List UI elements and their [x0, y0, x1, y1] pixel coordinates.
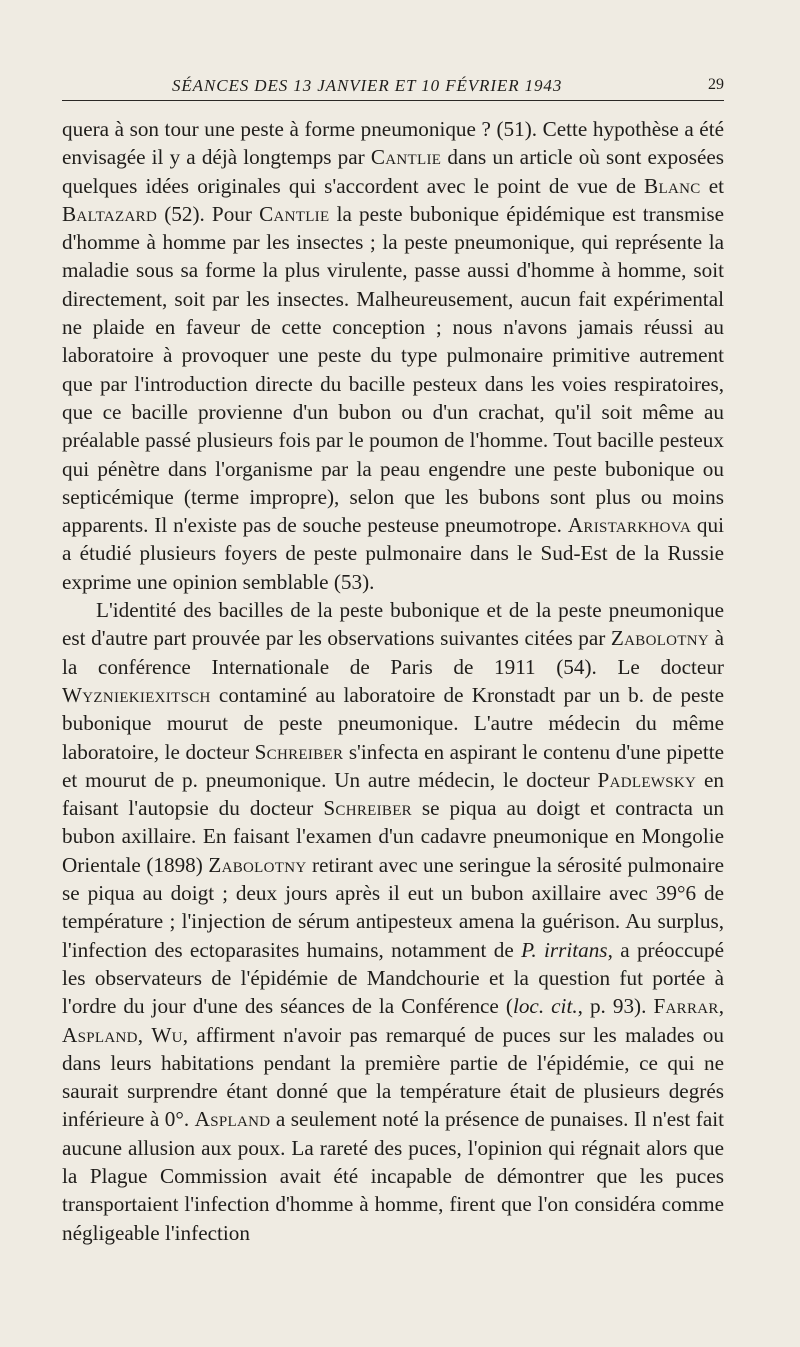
author-name: Cantlie — [370, 145, 442, 170]
text-run: et — [700, 173, 724, 198]
text-run: , — [137, 1022, 152, 1047]
author-name: Aspland — [194, 1107, 271, 1132]
text-run: quera à son tour une peste à forme pneumonique ? (51). Cette hypothèse a été envisagée il y a déjà longtemps par — [62, 117, 724, 170]
text-run: qui a étudié plusieurs foyers de peste pulmonaire dans le Sud-Est de la Russie exprime une opinion semblable (53). — [62, 513, 724, 594]
author-name: Aspland — [62, 1022, 138, 1047]
italic-citation: loc. cit. — [512, 994, 578, 1019]
text-run: s'infecta en aspirant le contenu d'une pipette et mourut de p. pneumonique. Un autre médecin, le docteur — [62, 739, 724, 792]
author-name: Baltazard — [62, 201, 158, 226]
author-name: Schreiber — [323, 796, 412, 821]
author-name: Wyzniekiexitsch — [62, 682, 211, 707]
text-run: (52). Pour — [157, 201, 260, 226]
text-run: dans un article où sont exposées quelques idées originales qui s'accordent avec le point de vue de — [62, 145, 724, 198]
paragraph-1 — [62, 115, 724, 596]
running-header — [62, 76, 724, 101]
author-name: Padlewsky — [597, 767, 697, 792]
header-title: SÉANCES DES 13 JANVIER ET 10 FÉVRIER 1943 — [172, 76, 563, 95]
text-run: se piqua au doigt et contracta un bubon axillaire. En faisant l'examen d'un cadavre pneumonique en Mongolie Orientale (1898) — [62, 796, 724, 877]
text-run: à la conférence Internationale de Paris de 1911 (54). Le docteur — [62, 626, 724, 679]
page-number: 29 — [708, 76, 724, 93]
author-name: Zabolotny — [208, 852, 307, 877]
author-name: Blanc — [644, 173, 701, 198]
text-run: contaminé au laboratoire de Kronstadt par un b. de peste bubonique mourut de peste pneumonique. L'autre médecin du même laboratoire, le docteur — [62, 682, 724, 764]
paragraph-2 — [62, 596, 724, 1247]
text-run: la peste bubonique épidémique est transmise d'homme à homme par les insectes ; la peste pneumonique, qui représente la maladie sous sa forme la plus virulente, passe aussi d'homme à homme, soit directement, soit par les insectes. Malheureusement, aucun fait expérimental ne plaide en faveur de cette conception ; nous n'avons jamais réussi au laboratoire à provoquer une peste du type pulmonaire primitive autrement que par l'introduction directe du bacille pesteux dans les voies respiratoires, que ce bacille provienne d'un bubon ou d'un crachat, qu'il soit même au préalable passé plusieurs fois par le poumon de l'homme. Tout bacille pesteux qui pénètre dans l'organisme par la peau engendre une peste bubonique ou septicémique (terme impropre), selon que les bubons sont plus ou moins apparents. Il n'existe pas de souche pesteuse pneumotrope. — [62, 201, 725, 538]
text-run: , affirment n'avoir pas remarqué de puces sur les malades ou dans leurs habitations pendant la première partie de l'épidémie, ce qui ne saurait surprendre étant donné que la température était de plusieurs degrés inférieure à 0°. — [62, 1022, 724, 1132]
text-run: retirant avec une seringue la sérosité pulmonaire se piqua au doigt ; deux jours après il eut un bubon axillaire avec 39°6 de température ; l'injection de sérum antipesteux amena la guérison. Au surplus, l'infection des ectoparasites humains, notamment de — [62, 852, 724, 962]
author-name: Zabolotny — [610, 626, 710, 651]
text-run: en faisant l'autopsie du docteur — [62, 767, 724, 821]
author-name: Schreiber — [254, 739, 344, 764]
text-run: , p. 93). — [577, 994, 654, 1019]
author-name: Wu — [151, 1022, 183, 1047]
text-run: , — [718, 994, 725, 1019]
text-run: L'identité des bacilles de la peste bubonique et de la peste pneumonique est d'autre part prouvée par les observations suivantes citées par — [62, 598, 724, 651]
author-name: Farrar — [653, 994, 719, 1019]
author-name: Cantlie — [259, 201, 330, 226]
italic-species-name: P. irritans — [521, 937, 608, 962]
body-text — [62, 115, 724, 1247]
author-name: Aristarkhova — [567, 513, 692, 538]
text-run: , a préoccupé les observateurs de l'épidémie de Mandchourie et la question fut portée à l'ordre du jour d'une des séances de la Conférence ( — [62, 937, 724, 1019]
text-run: a seulement noté la présence de punaises. Il n'est fait aucune allusion aux poux. La rareté des puces, l'opinion qui régnait alors que la Plague Commission avait été incapable de démontrer que les puces transportaient l'infection d'homme à homme, firent que l'on considéra comme négligeable l'infection — [62, 1107, 725, 1245]
